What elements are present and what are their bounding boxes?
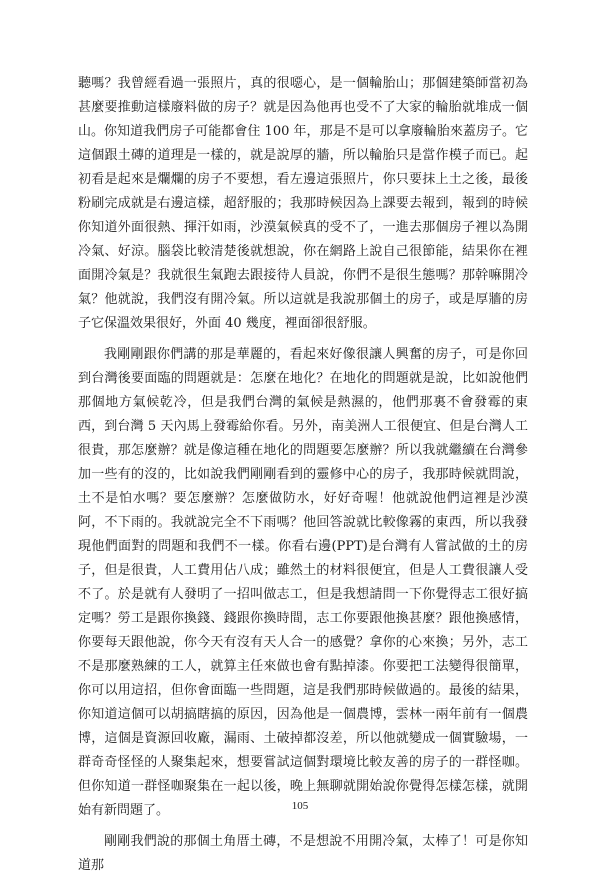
paragraph-3: 剛剛我們說的那個土角厝土磚，不是想說不用開冷氣，太棒了！可是你知道那 (78, 834, 528, 873)
paragraph-1: 聽嗎？我曾經看過一張照片，真的很噁心，是一個輪胎山；那個建築師當初為甚麼要推動這樣廢料做的房子？就是因為他再也受不了大家的輪胎就堆成一個山。你知道我們房子可能都會住 100 年，那是不是可以拿廢輪胎來蓋房子。它這個跟土磚的道理是一樣的，就是說厚的牆，所以輪胎只是當作模子而已。起初看是起來是爛爛的房子不要想，看左邊這張照片，你只要抹上土之後，最後粉刷完成就是右邊這樣，超舒服的；我那時候因為上課要去報到，報到的時候你知道外面很熱、揮汗如雨，沙漠氣候真的受不了，一進去那個房子裡以為開冷氣、好涼。腦袋比較清楚後就想說，你在網路上說自己很節能，結果你在裡面開冷氣是？我就很生氣跑去跟接待人員說，你們不是很生態嗎？那幹嘛開冷氣？他就說，我們沒有開冷氣。所以這就是我說那個土的房子，或是厚牆的房子它保溫效果很好，外面 40 幾度，裡面卻很舒服。 (78, 76, 528, 331)
paragraph-2: 我剛剛跟你們講的那是華麗的，看起來好像很讓人興奮的房子，可是你回到台灣後要面臨的問題就是：怎麼在地化？在地化的問題就是說，比如說他們那個地方氣候乾冷，但是我們台灣的氣候是熱濕的，他們那裏不會發霉的東西，到台灣 5 天內馬上發霉給你看。另外，南美洲人工很便宜、但是台灣人工很貴，那怎麼辦？就是像這種在地化的問題要怎麼辦？所以我就繼續在台灣參加一些有的沒的，比如說我們剛剛看到的靈修中心的房子，我那時候就問說，土不是怕水嗎？要怎麼辦？怎麼做防水，好好奇喔！他就說他們這裡是沙漠阿，不下雨的。我就說完全不下雨嗎？他回答說就比較像霧的東西，所以我發現他們面對的問題和我們不一樣。你看右邊(PPT)是台灣有人嘗試做的土的房子，但是很貴，人工費用佔八成；雖然土的材料很便宜，但是人工費很讓人受不了。於是就有人發明了一招叫做志工，但是我想請問一下你覺得志工很好搞定嗎？勞工是跟你換錢、錢跟你換時間，志工你要跟他換甚麼？跟他換感情，你要每天跟他說，你今天有沒有天人合一的感覺？拿你的心來換；另外，志工不是那麼熟練的工人，就算主任來做也會有點掉漆。你要把工法變得很簡單，你可以用這招，但你會面臨一些問題，這是我們那時候做過的。最後的結果，你知道這個可以胡搞瞎搞的原因，因為他是一個農博，雲林一兩年前有一個農博，這個是資源回收廠，漏雨、土破掉都沒差，所以他就變成一個實驗場，一群奇奇怪怪的人聚集起來，想要嘗試這個對環境比較友善的房子的一群怪咖。但你知道一群怪咖聚集在一起以後，晚上無聊就開始說你覺得怎樣怎樣，就開始有新問題了。 (78, 347, 528, 818)
page-number: 105 (291, 800, 309, 812)
body-text (78, 72, 528, 878)
